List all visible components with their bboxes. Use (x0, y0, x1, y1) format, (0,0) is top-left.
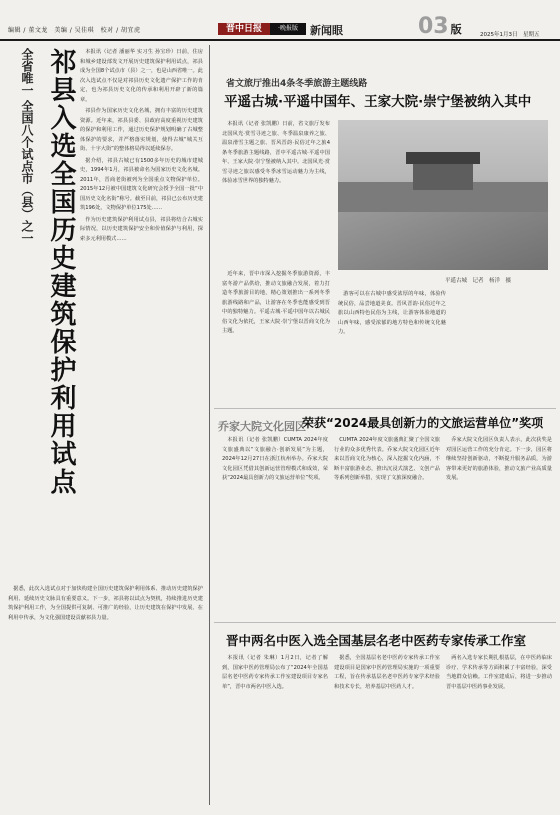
article3-column (446, 654, 552, 692)
article3-column (334, 654, 440, 692)
lead-paragraph: 本报讯（记者 潘丽华 实习生 孙宝珍）日前，住房和城乡建设部发文开展历史建筑保护利用试点，祁县成为全国8个试点市（县）之一，也是山西省唯一。此次入选试点不仅是对祁县历史文化遗产保护工作的肯定，也为祁县历史文化的传承和利用开辟了新的篇章。 (80, 49, 203, 103)
photo-tower-roof (406, 152, 480, 164)
article3-headline: 晋中两名中医入选全国基层名老中医药专家传承工作室 (226, 633, 527, 648)
edition-label: ·晚报版 (270, 23, 306, 35)
photo-gate-tower (413, 160, 473, 190)
article1-paragraph: 本报讯（记者 张凯鹏）日前，省文旅厅发布北国风光·赏雪寻迹之旅、冬季温泉康养之旅、温泉滑雪主题之旅、晋风晋韵·民俗过年之旅4条冬季旅游主题线路，晋中平遥古城·平遥中国年、王家大院·崇宁堡被纳入其中。北国风光·赏雪寻迹之旅以感受冬季冰雪运动魅力为主线，体验冰雪世界的独特魅力。 (222, 121, 330, 184)
photo-ground (338, 212, 548, 270)
lead-body-bottom (8, 585, 203, 623)
article1-kicker: 省文旅厅推出4条冬季旅游主题线路 (226, 79, 368, 89)
article3-paragraph: 两名入选专家长期扎根基层，在中医药临床诊疗、学术传承等方面积累了丰富经验，深受当地群众信赖。工作室建成后，将进一步推动晋中基层中医药事业发展。 (446, 655, 552, 690)
lead-paragraph: 作为历史建筑保护利用试点县，祁县将结合古城实际情况，以历史建筑保护安全和价值保护与利用，探索多元利用模式…… (80, 216, 203, 242)
article-divider (214, 408, 556, 409)
article3-paragraph: 据悉，全国基层名老中医药专家传承工作室建设项目是国家中医药管理局实施的一项重要工程，旨在传承基层名老中医药专家学术经验和技术专长，培养基层中医药人才。 (334, 655, 440, 690)
article3-paragraph: 本报讯（记者 朱琳）1月2日，记者了解到，国家中医药管理局公布了“2024年全国基层名老中医药专家传承工作室建设项目专家名单”，晋中市两名中医入选。 (222, 655, 328, 690)
column-divider (209, 45, 210, 805)
article2-headline: 荣获“2024最具创新力的文旅运营单位”奖项 (302, 416, 544, 430)
article2-column (334, 436, 440, 484)
lead-paragraph: 祁县作为国家历史文化名城，拥有丰富的历史建筑资源。近年来，祁县县委、县政府高度重视历史建筑的保护和利用工作，通过历史保护规划明确了古城整体保护的要求，并严格落实规划，使得古城“城关互街、十字大街”的整体格局得以延续保存。 (80, 108, 203, 152)
lead-paragraph: 据介绍，祁县古城已有1500多年历史的城市建城史，1994年1月，祁县被命名为国家历史文化名城。2011年，晋商老街被列为全国重点文物保护单位。2015年12月被中国建筑文化研究会授予全国一批“中国历史文化名街”称号。截至目前，祁县已公布历史建筑196处，文物保护单位175处…… (80, 157, 203, 211)
article1-column (222, 270, 330, 337)
article2-column (446, 436, 552, 484)
lead-body (80, 48, 203, 246)
editor-credits: 编辑 / 董文龙 美编 / 吴佳琪 校对 / 胡宜虎 (8, 27, 141, 34)
photo-caption: 平遥古城 记者 杨洋 摄 (445, 278, 512, 284)
page-number-unit: 版 (450, 23, 462, 36)
lead-headline: 祁县入选全国历史建筑保护利用试点 (46, 48, 76, 496)
article3-column (222, 654, 328, 692)
page-number (418, 14, 462, 39)
article-divider (214, 622, 556, 623)
lead-subheadline: 全省唯一 全国八个试点市（县）之一 (20, 48, 34, 245)
section-title: 新闻眼 (310, 24, 343, 37)
masthead (0, 0, 560, 40)
article2-paragraph: CUMTA 2024年度文旅盛典汇聚了全国文旅行业的众多优秀代表。乔家大院文化园区近年来以晋商文化为核心，深入挖掘文化内涵，不断丰富旅游业态，推出沉浸式演艺、文创产品等系列创新举措，实现了文旅深度融合。 (334, 437, 440, 481)
article2-paragraph: 本报讯（记者 张凯鹏）CUMTA 2024年度文旅盛典以“文旅融合·创新发展”为主题，2024年12月27日在浙江杭州举办。乔家大院文化园区凭借其创新运营管理模式和成效，荣获“2024最具创新力的文旅运营单位”奖项。 (222, 437, 328, 481)
lead-paragraph: 据悉，此次入选试点对于加快构建全国历史建筑保护利用体系、推动历史建筑保护利用、延续历史文脉具有重要意义。下一步，祁县将以试点为契机，持续推进历史建筑保护利用工作，为全国提供可复制、可推广的经验，让历史建筑在保护中发展、在利用中传承，为文化强国建设贡献祁县力量。 (8, 586, 203, 621)
article1-column (222, 120, 330, 187)
article1-headline: 平遥古城·平遥中国年、王家大院·崇宁堡被纳入其中 (224, 94, 532, 110)
article1-paragraph: 近年来，晋中市深入挖掘冬季旅游资源，丰富冬游产品供给，推动文旅融合发展，着力打造冬季旅游目的地，精心策划推出一系列冬季旅游线路和产品，让游客在冬季也能感受到晋中的独特魅力。平遥古城·平遥中国年以古城民俗文化为依托，王家大院·崇宁堡以晋商文化为主题。 (222, 271, 330, 334)
article2-kicker: 乔家大院文化园区 (218, 420, 306, 433)
pingyao-photo (338, 120, 548, 270)
newspaper-logo: 晋中日报 (218, 23, 270, 35)
article2-paragraph: 乔家大院文化园区负责人表示，此次获奖是对园区运营工作的充分肯定。下一步，园区将继续坚持创新驱动，不断提升服务品质，为游客带来更好的旅游体验，推动文旅产业高质量发展。 (446, 437, 552, 481)
article2-column (222, 436, 328, 484)
issue-date: 2025年1月3日 星期五 (480, 32, 540, 38)
article1-paragraph: 游客可以在古城中感受浓厚的年味，体验传统民俗，品尝地道美食。晋风晋韵·民俗过年之旅以山西特色民俗为主线，让游客体验地道的山西年味，感受浓郁的地方特色和传统文化魅力。 (338, 291, 446, 335)
page-number-value: 03 (418, 14, 449, 39)
article1-column (338, 290, 446, 338)
